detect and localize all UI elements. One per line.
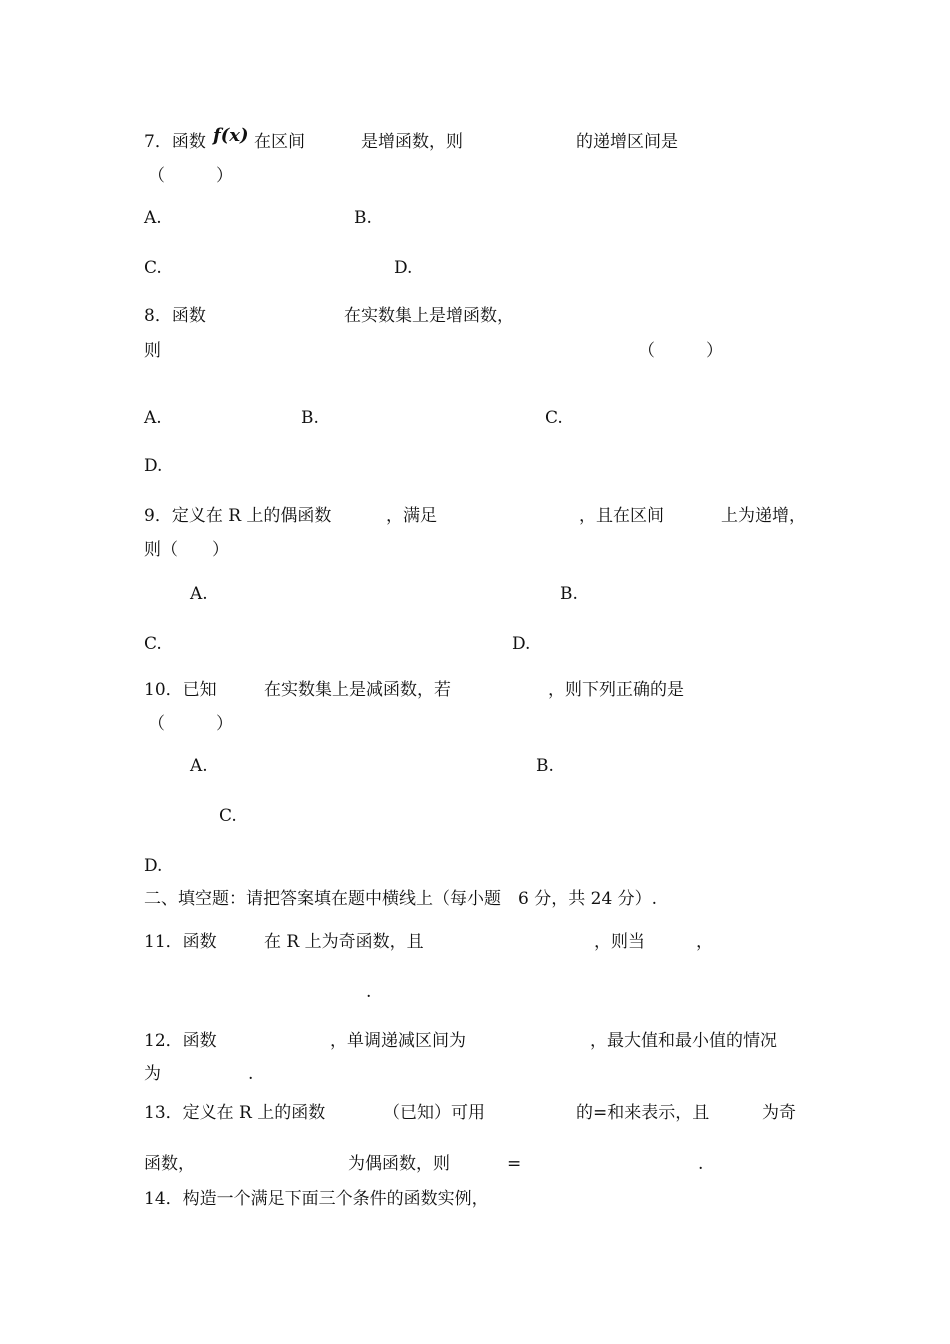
- fx-formula-image: f(x): [213, 125, 249, 146]
- q9-stem-line2: 则（ ）: [144, 540, 229, 560]
- q8-option-a: A.: [144, 408, 162, 428]
- q10-stem-part2: 在实数集上是减函数，若: [264, 680, 451, 700]
- q13-stem-start: 13．定义在 R 上的函数: [144, 1103, 326, 1123]
- q9-option-d: D.: [512, 634, 531, 654]
- q11-stem-part2: 在 R 上为奇函数，且: [264, 932, 424, 952]
- q8-option-c: C.: [545, 408, 563, 428]
- q9-option-c: C.: [144, 634, 162, 654]
- q12-stem-part3: ，最大值和最小值的情况: [590, 1031, 777, 1051]
- q13-stem-part4: 为奇: [762, 1103, 796, 1123]
- q13-stem-part3: 的=和来表示，且: [576, 1103, 710, 1123]
- q10-option-a: A.: [190, 756, 208, 776]
- q7-stem-part4: 的递增区间是: [576, 132, 678, 152]
- q14-stem: 14．构造一个满足下面三个条件的函数实例，: [144, 1189, 489, 1209]
- q11-stem-start: 11．函数: [144, 932, 217, 952]
- q9-stem-part2: ，满足: [386, 506, 437, 526]
- q7-stem-start: 7．函数: [144, 132, 206, 152]
- q10-option-b: B.: [536, 756, 554, 776]
- q8-stem-start: 8．函数: [144, 306, 206, 326]
- q10-stem-start: 10．已知: [144, 680, 217, 700]
- q9-stem-part3: ，且在区间: [579, 506, 664, 526]
- q9-option-a: A.: [190, 584, 208, 604]
- q8-stem-line2: 则: [144, 341, 161, 361]
- q10-option-c: C.: [219, 806, 237, 826]
- q7-stem-part3: 是增函数，则: [361, 132, 463, 152]
- section-heading-fill-in: 二、填空题：请把答案填在题中横线上（每小题 6 分，共 24 分）.: [144, 889, 658, 909]
- q12-blank-end: .: [248, 1064, 254, 1084]
- q10-stem-part3: ，则下列正确的是: [548, 680, 684, 700]
- q8-stem-part2: 在实数集上是增函数，: [344, 306, 514, 326]
- q9-option-b: B.: [560, 584, 578, 604]
- q8-answer-paren: （ ）: [638, 341, 723, 361]
- q9-stem-start: 9．定义在 R 上的偶函数: [144, 506, 332, 526]
- q12-stem-part2: ，单调递减区间为: [330, 1031, 466, 1051]
- q8-option-d: D.: [144, 456, 163, 476]
- q7-answer-paren: （ ）: [148, 166, 233, 186]
- q12-stem-line2: 为: [144, 1064, 161, 1084]
- q9-stem-part4: 上为递增，: [721, 506, 806, 526]
- q13-stem-line2-part2: 为偶函数，则: [348, 1154, 450, 1174]
- q7-option-d: D.: [394, 258, 413, 278]
- q11-blank-end: .: [366, 982, 372, 1002]
- q13-blank-end: .: [698, 1154, 704, 1174]
- q7-option-b: B.: [354, 208, 372, 228]
- q12-stem-start: 12．函数: [144, 1031, 217, 1051]
- q13-equals: =: [507, 1154, 522, 1174]
- q8-option-b: B.: [301, 408, 319, 428]
- q11-stem-part4: ，: [696, 932, 713, 952]
- q13-stem-part2: （已知）可用: [383, 1103, 485, 1123]
- q11-stem-part3: ，则当: [594, 932, 645, 952]
- q7-stem-part2: 在区间: [254, 132, 305, 152]
- q10-answer-paren: （ ）: [148, 714, 233, 734]
- q10-option-d: D.: [144, 856, 163, 876]
- q7-option-c: C.: [144, 258, 162, 278]
- q7-option-a: A.: [144, 208, 162, 228]
- q13-stem-line2: 函数，: [144, 1154, 195, 1174]
